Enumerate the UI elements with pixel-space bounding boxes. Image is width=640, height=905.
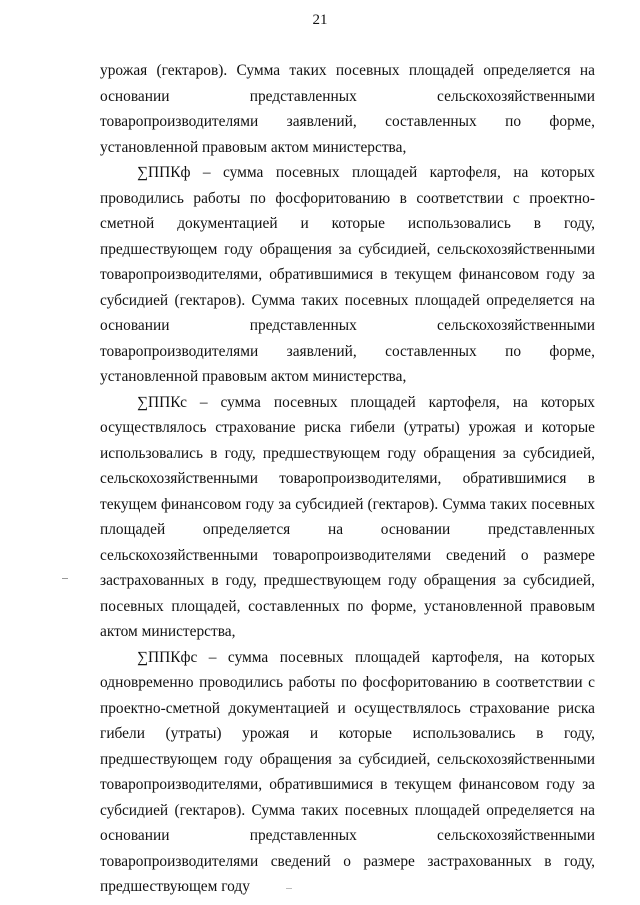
bottom-scan-mark: [286, 888, 292, 889]
paragraph-sum-ppks: ∑ППКс – сумма посевных площадей картофеля, на которых осуществлялось страхование риска гибели (утраты) урожая и которые использовались в году, предшествующем году обращения за субсидией, сельскохозяйственными товаропроизводителями, обратившимися в текущем финансовом году за субсидией (гектаров). Сумма таких посевных площадей определяется на основании представленных сельскохозяйственными товаропроизводителями сведений о размере застрахованных в году, предшествующем году обращения за субсидией, посевных площадей, составленных по форме, установленной правовым актом министерства,: [100, 393, 595, 640]
page-number: 21: [312, 12, 328, 28]
document-body: [100, 58, 595, 900]
paragraph-continuation: урожая (гектаров). Сумма таких посевных площадей определяется на основании представленных сельскохозяйственными товаропроизводителями заявлений, составленных по форме, установленной правовым актом министерства,: [100, 62, 595, 156]
paragraph-sum-ppkfs: ∑ППКфс – сумма посевных площадей картофеля, на которых одновременно проводились работы по фосфоритованию в соответствии с проектно-сметной документацией и осуществлялось страхование риска гибели (утраты) урожая и которые использовались в году, предшествующем году обращения за субсидией, сельскохозяйственными товаропроизводителями, обратившимися в текущем финансовом году за субсидией (гектаров). Сумма таких посевных площадей определяется на основании представленных сельскохозяйственными товаропроизводителями сведений о размере застрахованных в году, предшествующем году: [100, 648, 595, 895]
margin-scan-mark: [62, 578, 68, 579]
paragraph-sum-ppkf: ∑ППКф – сумма посевных площадей картофеля, на которых проводились работы по фосфоритованию в соответствии с проектно-сметной документацией и которые использовались в году, предшествующем году обращения за субсидией, сельскохозяйственными товаропроизводителями, обратившимися в текущем финансовом году за субсидией (гектаров). Сумма таких посевных площадей определяется на основании представленных сельскохозяйственными товаропроизводителями заявлений, составленных по форме, установленной правовым актом министерства,: [100, 164, 595, 385]
